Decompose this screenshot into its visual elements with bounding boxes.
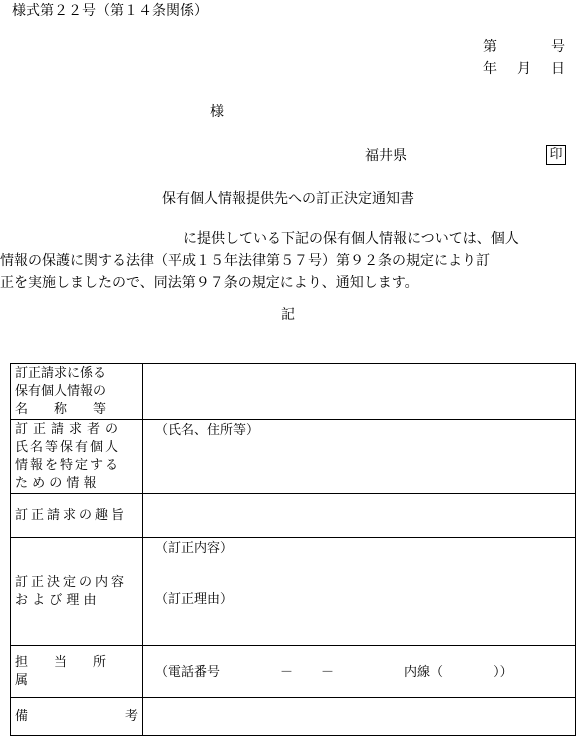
- phone-dash-2: －: [321, 664, 335, 680]
- value-department[interactable]: [143, 646, 576, 698]
- value-decision-content[interactable]: [143, 538, 576, 646]
- table-row: [11, 420, 576, 494]
- table-row: [11, 538, 576, 646]
- document-number: [483, 38, 565, 57]
- body-line-3: 正を実施しましたので、同法第９７条の規定により、通知します。: [0, 275, 419, 291]
- value-remarks[interactable]: [143, 698, 576, 736]
- decision-content-hint: （訂正内容）: [155, 541, 234, 556]
- label-request-purpose: 訂正請求の趣旨: [11, 494, 143, 538]
- table-row: [11, 698, 576, 736]
- document-title: 保有個人情報提供先への訂正決定通知書: [162, 191, 414, 207]
- body-line-2: 情報の保護に関する法律（平成１５年法律第５７号）第９２条の規定により訂: [0, 253, 490, 269]
- phone-number-line: [155, 664, 569, 682]
- date-month: 月: [517, 61, 531, 77]
- body-line-1: に提供している下記の保有個人情報については、個人: [183, 231, 519, 247]
- phone-extension: 内線（: [404, 664, 444, 680]
- form-label: 様式第２２号（第１４条関係）: [12, 3, 208, 19]
- date-year: 年: [483, 61, 497, 77]
- label-record-name: 訂正請求に係る 保有個人情報の 名 称 等: [11, 364, 143, 420]
- table-row: [11, 646, 576, 698]
- label-department: 担 当 所 属: [11, 646, 143, 698]
- issuer-name: 福井県: [365, 148, 407, 164]
- seal-mark: 印: [546, 145, 566, 165]
- ki-heading: 記: [281, 307, 295, 323]
- table-row: [11, 494, 576, 538]
- value-requester-info[interactable]: [143, 420, 576, 494]
- document-date: [483, 60, 565, 79]
- phone-dash-1: －: [280, 664, 294, 680]
- addressee-suffix: 様: [210, 104, 224, 120]
- document-number-suffix: 号: [551, 39, 565, 55]
- value-record-name[interactable]: [143, 364, 576, 420]
- info-table: [10, 363, 576, 736]
- requester-info-hint: （氏名、住所等）: [155, 423, 260, 438]
- phone-prefix: （電話番号: [155, 664, 221, 680]
- table-row: [11, 364, 576, 420]
- label-decision-content: 訂正決定の内容 お よ び 理 由: [11, 538, 143, 646]
- phone-close: ））: [493, 664, 513, 680]
- body-text: [0, 228, 570, 294]
- decision-reason-hint: （訂正理由）: [155, 592, 234, 607]
- label-remarks: 備 考: [11, 698, 143, 736]
- date-day: 日: [551, 61, 565, 77]
- label-requester-info: 訂正請求者の 氏名等保有個人 情報を特定する た め の 情 報: [11, 420, 143, 494]
- document-number-label: 第: [483, 39, 497, 55]
- value-request-purpose[interactable]: [143, 494, 576, 538]
